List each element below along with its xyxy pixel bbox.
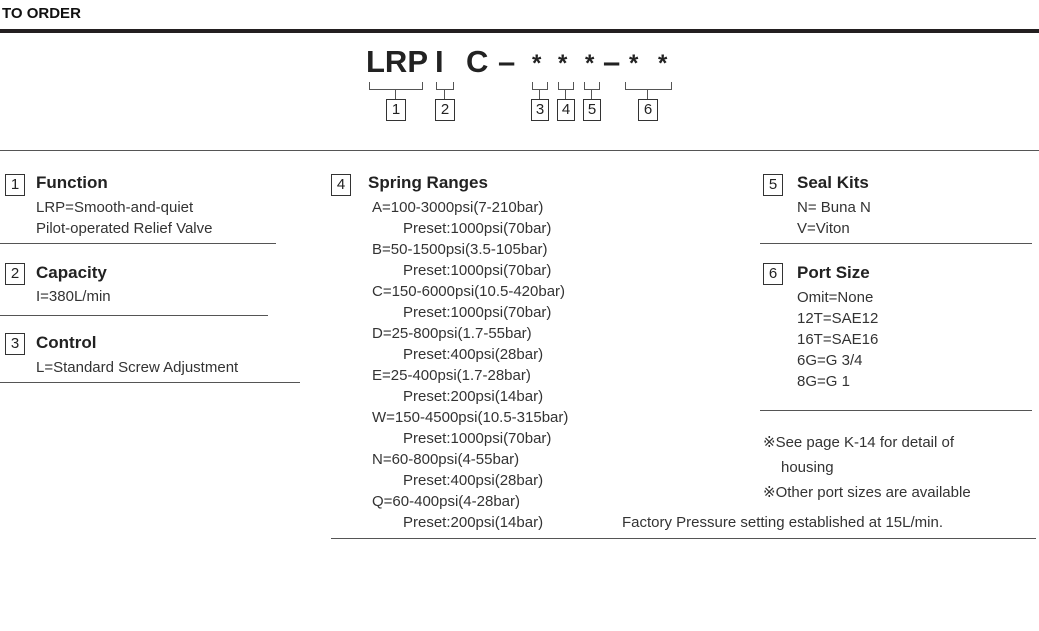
section-number-5: 5: [763, 174, 783, 196]
page-title: TO ORDER: [2, 5, 81, 22]
bracket-2: [436, 82, 454, 90]
spring-range-w: W=150-4500psi(10.5-315bar): [372, 409, 569, 426]
function-rule: [0, 243, 276, 244]
note-housing: housing: [781, 459, 834, 476]
bracket-1: [369, 82, 423, 90]
code-star-4: *: [558, 50, 568, 77]
spring-ranges-title: Spring Ranges: [368, 173, 488, 192]
code-star-5: *: [585, 50, 595, 77]
spring-preset-b: Preset:1000psi(70bar): [403, 262, 552, 279]
callout-3: 3: [531, 99, 549, 121]
control-line-1: L=Standard Screw Adjustment: [36, 359, 239, 376]
port-size-omit: Omit=None: [797, 289, 874, 306]
spring-preset-e: Preset:200psi(14bar): [403, 388, 544, 405]
section-number-3: 3: [5, 333, 25, 355]
spring-range-q: Q=60-400psi(4-28bar): [372, 493, 521, 510]
spring-range-a: A=100-3000psi(7-210bar): [372, 199, 544, 216]
section-number-6: 6: [763, 263, 783, 285]
spring-preset-w: Preset:1000psi(70bar): [403, 430, 552, 447]
code-c: C: [466, 44, 489, 79]
control-rule: [0, 382, 300, 383]
spring-preset-n: Preset:400psi(28bar): [403, 472, 544, 489]
seal-kit-n: N= Buna N: [797, 199, 871, 216]
callout-2: 2: [435, 99, 455, 121]
port-size-16t: 16T=SAE16: [797, 331, 879, 348]
note-port-sizes: ※Other port sizes are available: [763, 484, 971, 501]
function-line-1: LRP=Smooth-and-quiet: [36, 199, 194, 216]
code-star-6b: *: [658, 50, 668, 77]
port-size-6g: 6G=G 3/4: [797, 352, 863, 369]
note-page-reference: ※See page K-14 for detail of: [763, 434, 955, 451]
function-line-2: Pilot-operated Relief Valve: [36, 220, 213, 237]
spring-range-d: D=25-800psi(1.7-55bar): [372, 325, 532, 342]
seal-kits-title: Seal Kits: [797, 173, 869, 192]
code-i: I: [435, 44, 444, 79]
spring-range-n: N=60-800psi(4-55bar): [372, 451, 520, 468]
code-dash-2: –: [603, 44, 621, 79]
spring-range-c: C=150-6000psi(10.5-420bar): [372, 283, 566, 300]
callout-1: 1: [386, 99, 406, 121]
seal-kit-v: V=Viton: [797, 220, 850, 237]
code-lrp: LRP: [366, 44, 428, 79]
spring-range-e: E=25-400psi(1.7-28bar): [372, 367, 531, 384]
port-size-rule: [760, 410, 1032, 411]
spring-preset-a: Preset:1000psi(70bar): [403, 220, 552, 237]
code-dash-1: –: [498, 44, 516, 79]
section-number-2: 2: [5, 263, 25, 285]
callout-4: 4: [557, 99, 575, 121]
section-number-4: 4: [331, 174, 351, 196]
port-size-12t: 12T=SAE12: [797, 310, 879, 327]
seal-kits-rule: [760, 243, 1032, 244]
bracket-6: [625, 82, 672, 90]
spring-ranges-rule: [331, 538, 1036, 539]
port-size-8g: 8G=G 1: [797, 373, 850, 390]
code-star-6a: *: [629, 50, 639, 77]
spring-preset-q: Preset:200psi(14bar): [403, 514, 544, 531]
header-rule: [0, 29, 1039, 33]
factory-pressure-note: Factory Pressure setting established at 15L/min.: [622, 514, 943, 531]
function-title: Function: [36, 173, 108, 192]
code-star-3: *: [532, 50, 542, 77]
section-divider: [0, 150, 1039, 151]
spring-preset-d: Preset:400psi(28bar): [403, 346, 544, 363]
bracket-5: [584, 82, 600, 90]
callout-6: 6: [638, 99, 658, 121]
bracket-3: [532, 82, 548, 90]
spring-preset-c: Preset:1000psi(70bar): [403, 304, 552, 321]
bracket-4: [558, 82, 574, 90]
control-title: Control: [36, 333, 97, 352]
capacity-line-1: I=380L/min: [36, 288, 111, 305]
section-number-1: 1: [5, 174, 25, 196]
callout-5: 5: [583, 99, 601, 121]
capacity-rule: [0, 315, 268, 316]
spring-range-b: B=50-1500psi(3.5-105bar): [372, 241, 548, 258]
port-size-title: Port Size: [797, 263, 870, 282]
capacity-title: Capacity: [36, 263, 107, 282]
